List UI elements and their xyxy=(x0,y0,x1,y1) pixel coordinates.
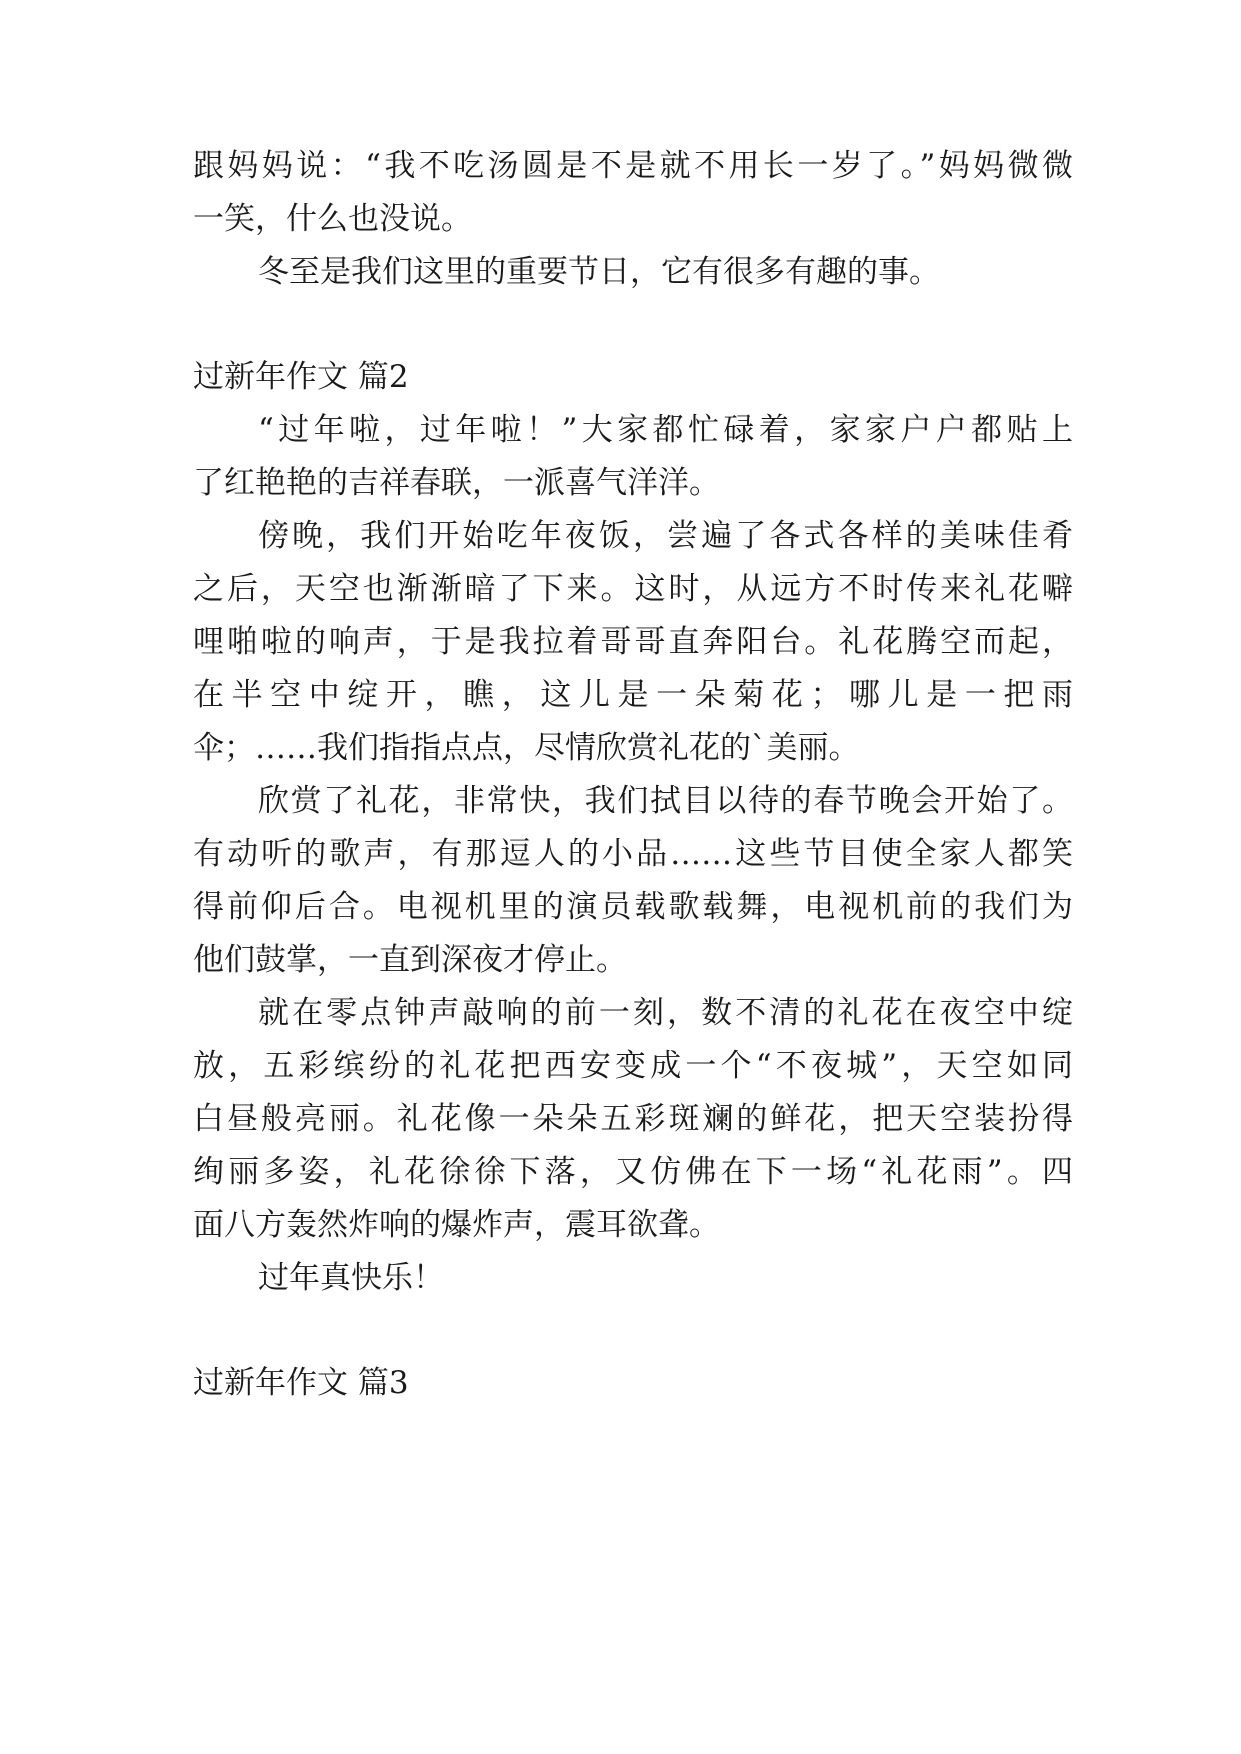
text-line: 放，五彩缤纷的礼花把西安变成一个“不夜城”，天空如同 xyxy=(193,1048,1073,1084)
text-line: 得前仰后合。电视机里的演员载歌载舞，电视机前的我们为 xyxy=(193,889,1073,925)
text-line: 在半空中绽开，瞧，这儿是一朵菊花；哪儿是一把雨 xyxy=(193,677,1073,713)
text-line: 有动听的歌声，有那逗人的小品……这些节目使全家人都笑 xyxy=(193,836,1073,872)
text-line: 过年真快乐！ xyxy=(258,1260,444,1296)
text-line: 他们鼓掌，一直到深夜才停止。 xyxy=(193,942,627,978)
section-heading: 过新年作文 篇2 xyxy=(193,359,409,395)
text-line: 哩啪啦的响声，于是我拉着哥哥直奔阳台。礼花腾空而起， xyxy=(193,624,1073,660)
text-line: 傍晚，我们开始吃年夜饭，尝遍了各式各样的美味佳肴 xyxy=(258,518,1073,554)
text-line: “过年啦，过年啦！”大家都忙碌着，家家户户都贴上 xyxy=(258,412,1073,448)
text-line: 一笑，什么也没说。 xyxy=(193,201,472,237)
section-heading: 过新年作文 篇3 xyxy=(193,1365,409,1401)
text-line: 绚丽多姿，礼花徐徐下落，又仿佛在下一场“礼花雨”。四 xyxy=(193,1154,1073,1190)
text-line: 冬至是我们这里的重要节日，它有很多有趣的事。 xyxy=(258,254,940,290)
text-line: 欣赏了礼花，非常快，我们拭目以待的春节晚会开始了。 xyxy=(258,783,1073,819)
text-line: 跟妈妈说：“我不吃汤圆是不是就不用长一岁了。”妈妈微微 xyxy=(193,148,1073,184)
text-line: 伞；……我们指指点点，尽情欣赏礼花的`美丽。 xyxy=(193,730,860,766)
text-line: 白昼般亮丽。礼花像一朵朵五彩斑斓的鲜花，把天空装扮得 xyxy=(193,1101,1073,1137)
text-line: 面八方轰然炸响的爆炸声，震耳欲聋。 xyxy=(193,1207,720,1243)
text-line: 就在零点钟声敲响的前一刻，数不清的礼花在夜空中绽 xyxy=(258,995,1073,1031)
text-line: 了红艳艳的吉祥春联，一派喜气洋洋。 xyxy=(193,465,720,501)
text-line: 之后，天空也渐渐暗了下来。这时，从远方不时传来礼花噼 xyxy=(193,571,1073,607)
